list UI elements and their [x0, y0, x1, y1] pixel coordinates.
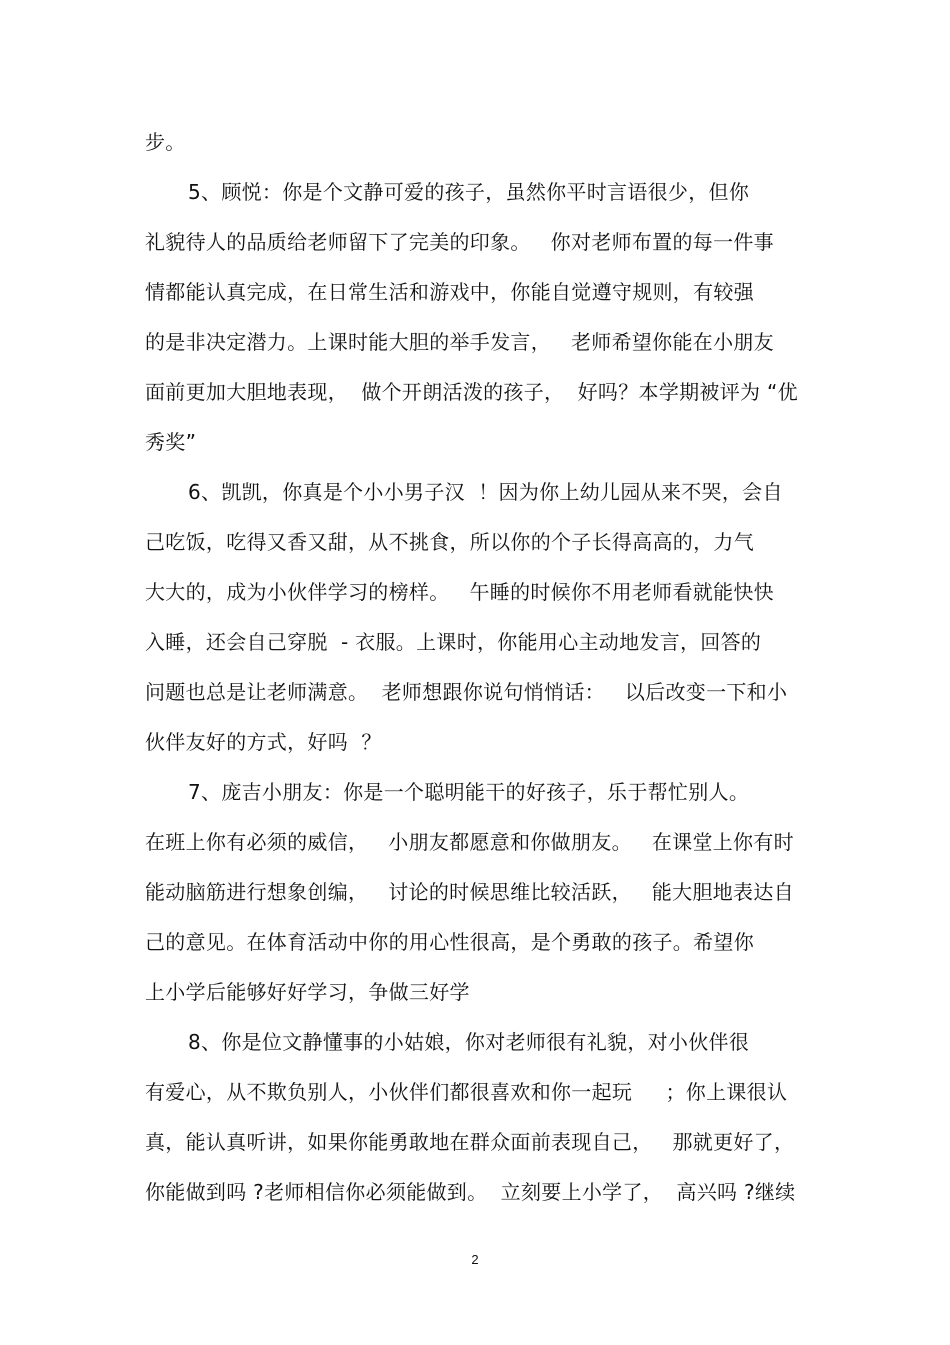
text-line: 入睡，还会自己穿脱 - 衣服。上课时，你能用心主动地发言，回答的: [145, 630, 762, 654]
text-line: 问题也总是让老师满意。 老师想跟你说句悄悄话： 以后改变一下和小: [145, 680, 788, 704]
text-line: 5、顾悦：你是个文静可爱的孩子，虽然你平时言语很少，但你: [188, 180, 750, 204]
text-line: 真，能认真听讲，如果你能勇敢地在群众面前表现自己， 那就更好了，: [145, 1130, 795, 1154]
text-line: 8、你是位文静懂事的小姑娘，你对老师很有礼貌，对小伙伴很: [188, 1030, 750, 1054]
text-line: 己的意见。在体育活动中你的用心性很高，是个勇敢的孩子。希望你: [145, 930, 754, 954]
text-line: 7、庞吉小朋友：你是一个聪明能干的好孩子，乐于帮忙别人。: [188, 780, 750, 804]
text-line: 能动脑筋进行想象创编， 讨论的时候思维比较活跃， 能大胆地表达自: [145, 880, 794, 904]
text-line: 你能做到吗 ?老师相信你必须能做到。 立刻要上小学了， 高兴吗 ?继续: [145, 1180, 796, 1204]
text-line: 情都能认真完成，在日常生活和游戏中，你能自觉遵守规则，有较强: [145, 280, 754, 304]
text-line: 的是非决定潜力。上课时能大胆的举手发言， 老师希望你能在小朋友: [145, 330, 774, 354]
text-line: 伙伴友好的方式，好吗 ？: [145, 730, 382, 754]
text-line: 面前更加大胆地表现， 做个开朗活泼的孩子， 好吗？本学期被评为 “优: [145, 380, 798, 404]
text-line: 上小学后能够好好学习，争做三好学: [145, 980, 470, 1004]
text-line: 大大的，成为小伙伴学习的榜样。 午睡的时候你不用老师看就能快快: [145, 580, 774, 604]
text-line: 步。: [145, 130, 186, 154]
text-line: 己吃饭，吃得又香又甜，从不挑食，所以你的个子长得高高的，力气: [145, 530, 754, 554]
text-line: 秀奖”: [145, 430, 197, 454]
page-number: 2: [471, 1252, 479, 1267]
text-line: 6、凯凯，你真是个小小男子汉 ！因为你上幼儿园从来不哭，会自: [188, 480, 783, 504]
text-line: 有爱心，从不欺负别人，小伙伴们都很喜欢和你一起玩 ；你上课很认: [145, 1080, 788, 1104]
text-line: 在班上你有必须的威信， 小朋友都愿意和你做朋友。 在课堂上你有时: [145, 830, 794, 854]
text-line: 礼貌待人的品质给老师留下了完美的印象。 你对老师布置的每一件事: [145, 230, 774, 254]
